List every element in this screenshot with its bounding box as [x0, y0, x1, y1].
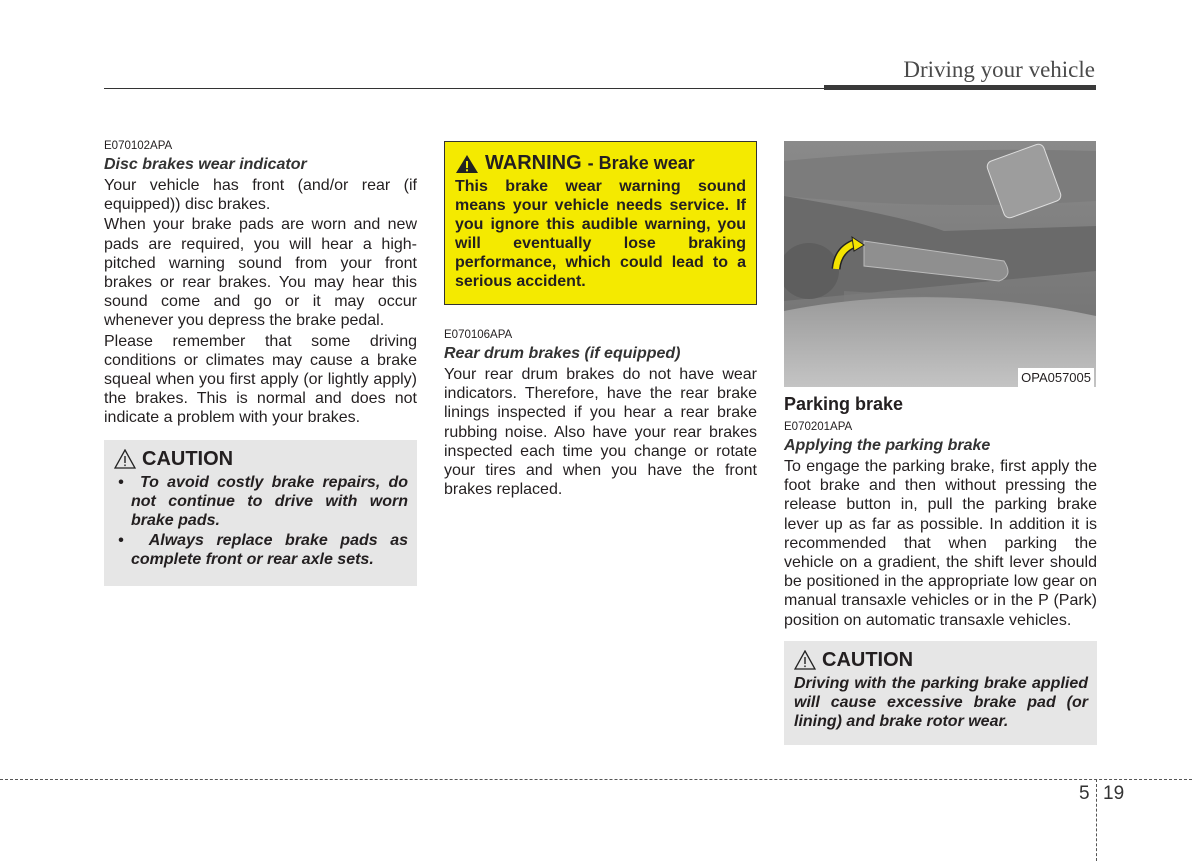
parking-brake-image [784, 141, 1096, 387]
subheading: Rear drum brakes (if equipped) [444, 345, 681, 362]
caution-bullet: • To avoid costly brake repairs, do not continue to drive with worn brake pads. [118, 473, 409, 530]
subheading: Disc brakes wear indicator [104, 156, 307, 173]
column-2 [444, 141, 757, 500]
paragraph: When your brake pads are worn and new pads are required, you will hear a high-pitched warning sound from your front brakes or rear brakes. You may hear this sound come and go or it may occur whenever you depress the brake pedal. [104, 216, 417, 330]
paragraph: Your vehicle has front (and/or rear (if equipped)) disc brakes. [104, 177, 417, 214]
caution-box [784, 641, 1097, 745]
section-code: E070106APA [444, 329, 513, 341]
chapter-number: 5 [1079, 783, 1090, 804]
warning-subtitle: - Brake wear [587, 153, 695, 173]
warning-triangle-icon [794, 650, 816, 670]
paragraph: Your rear drum brakes do not have wear indicators. Therefore, have the rear brake linings inspected if you hear a rear brake rubbing noise. Also have your rear brakes inspected each time you change or rotate your tires and when you have the front brakes replaced. [444, 366, 757, 499]
warning-box [444, 141, 757, 305]
page-number: 19 [1103, 783, 1125, 804]
warning-title: WARNING [485, 152, 582, 174]
caution-title: CAUTION [142, 447, 234, 470]
caution-text: Driving with the parking brake applied will cause excessive brake pad (or lining) and brake rotor wear. [794, 674, 1088, 731]
section-title: Driving your vehicle [903, 57, 1095, 82]
footer-rule [0, 779, 1192, 780]
subheading: Applying the parking brake [784, 437, 991, 454]
header-rule-accent [824, 85, 1096, 90]
caution-title: CAUTION [822, 648, 914, 671]
section-code: E070201APA [784, 421, 853, 433]
section-code: E070102APA [104, 140, 173, 152]
warning-triangle-icon [114, 449, 136, 469]
caution-box [104, 440, 417, 586]
footer-divider [1096, 779, 1097, 861]
figure-code: OPA057005 [1018, 368, 1094, 387]
warning-text: This brake wear warning sound means your vehicle needs service. If you ignore this audible warning, you will eventually lose braking performance, which could lead to a serious accident. [455, 178, 746, 290]
paragraph: Please remember that some driving conditions or climates may cause a brake squeal when you first apply (or lightly apply) the brakes. This is normal and does not indicate a problem with your brakes. [104, 332, 417, 427]
paragraph: To engage the parking brake, first apply the foot brake and then without pressing the release button in, pull the parking brake lever up as far as possible. In addition it is recommended that when parking the vehicle on a gradient, the shift lever should be positioned in the appropriate low gear on manual transaxle vehicles or in the P (Park) position on automatic transaxle vehicles. [784, 458, 1097, 629]
heading: Parking brake [784, 394, 904, 414]
column-1 [104, 140, 417, 586]
column-3 [784, 394, 1097, 745]
warning-triangle-icon [455, 154, 479, 174]
parking-brake-illustration [784, 141, 1096, 387]
caution-bullet: • Always replace brake pads as complete front or rear axle sets. [118, 532, 408, 569]
